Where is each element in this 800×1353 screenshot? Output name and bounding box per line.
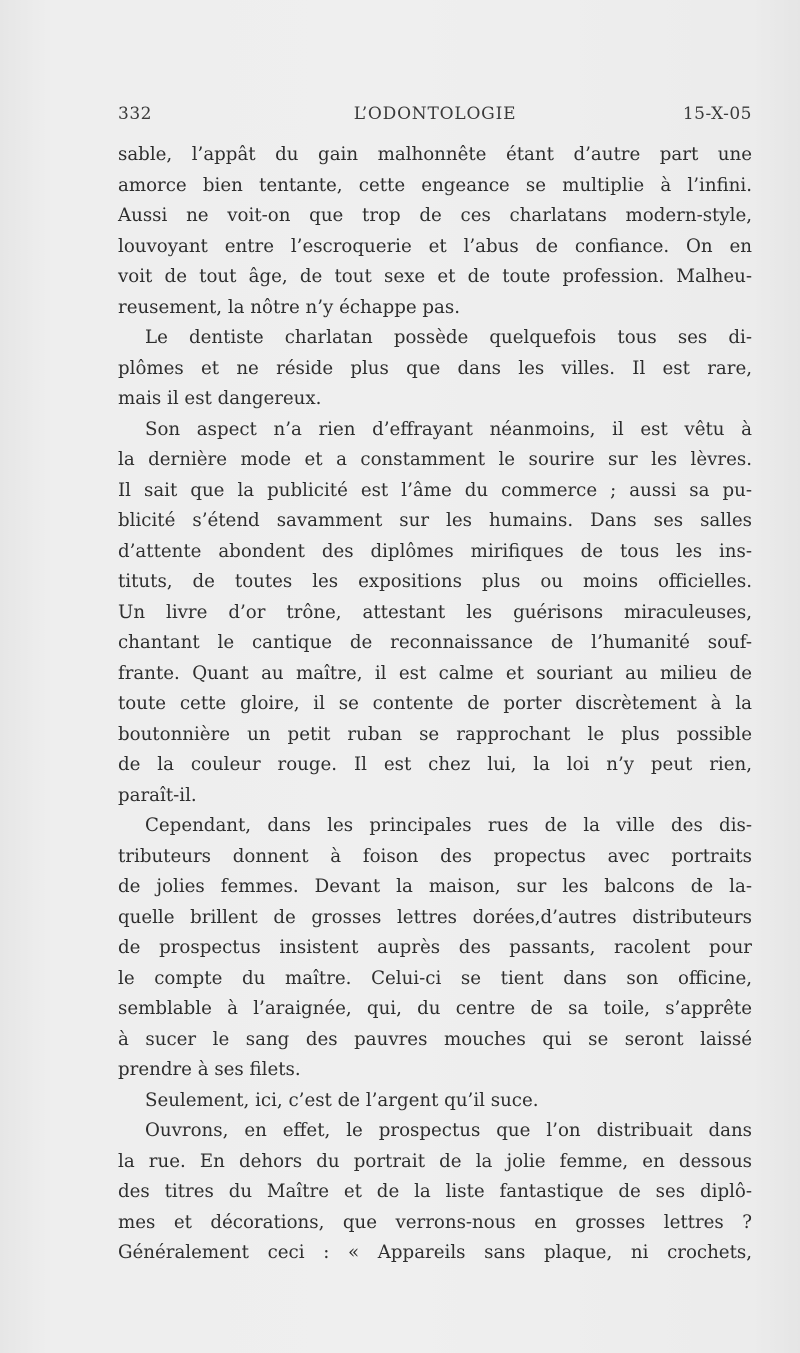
text-line: le compte du maître. Celui-ci se tient dans son officine, [118, 967, 752, 989]
running-header [118, 104, 752, 132]
text-line: Seulement, ici, c’est de l’argent qu’il suce. [145, 1089, 539, 1111]
body-text [118, 140, 752, 1269]
text-line: Généralement ceci : « Appareils sans plaque, ni crochets, [118, 1242, 752, 1263]
text-line: blicité s’étend savamment sur les humains. Dans ses salles [118, 510, 752, 531]
text-line: la rue. En dehors du portrait de la jolie femme, en dessous [118, 1150, 752, 1172]
text-line: sable, l’appât du gain malhonnête étant d’autre part une [118, 144, 752, 165]
text-line: chantant le cantique de reconnaissance de l’humanité souf- [118, 632, 752, 653]
text-line: boutonnière un petit ruban se rapprochant le plus possible [118, 723, 752, 745]
text-line: amorce bien tentante, cette engeance se multiplie à l’infini. [118, 174, 752, 196]
text-line: Un livre d’or trône, attestant les guérisons miraculeuses, [118, 601, 752, 623]
issue-date: 15-X-05 [682, 104, 752, 124]
text-line: Cependant, dans les principales rues de la ville des dis- [145, 815, 752, 836]
text-line: paraît-il. [118, 784, 197, 806]
text-line: mais il est dangereux. [118, 388, 322, 409]
page-number: 332 [118, 104, 152, 124]
text-line: Aussi ne voit-on que trop de ces charlatans modern-style, [118, 205, 752, 226]
text-line: mes et décorations, que verrons-nous en grosses lettres ? [118, 1211, 752, 1233]
running-title: L’ODONTOLOGIE [353, 104, 517, 124]
text-line: Ouvrons, en effet, le prospectus que l’on distribuait dans [145, 1120, 752, 1141]
text-line: tributeurs donnent à foison des propectus avec portraits [118, 845, 752, 867]
text-line: tituts, de toutes les expositions plus ou moins officielles. [118, 571, 752, 592]
text-line: plômes et ne réside plus que dans les villes. Il est rare, [118, 357, 752, 379]
text-line: reusement, la nôtre n’y échappe pas. [118, 296, 461, 318]
text-line: Son aspect n’a rien d’effrayant néanmoins, il est vêtu à [145, 418, 752, 440]
text-line: quelle brillent de grosses lettres dorées,d’autres distributeurs [118, 906, 752, 928]
text-line: louvoyant entre l’escroquerie et l’abus de confiance. On en [118, 235, 752, 257]
text-line: Le dentiste charlatan possède quelquefois tous ses di- [145, 327, 752, 348]
text-line: de jolies femmes. Devant la maison, sur les balcons de la- [118, 876, 752, 897]
text-line: la dernière mode et a constamment le sourire sur les lèvres. [118, 449, 752, 470]
text-line: semblable à l’araignée, qui, du centre de sa toile, s’apprête [118, 998, 752, 1019]
text-line: voit de tout âge, de tout sexe et de toute profession. Malheu- [118, 266, 752, 287]
text-line: de prospectus insistent auprès des passants, racolent pour [118, 937, 752, 958]
text-line: de la couleur rouge. Il est chez lui, la loi n’y peut rien, [118, 754, 752, 775]
text-line: toute cette gloire, il se contente de porter discrètement à la [118, 693, 752, 714]
text-line: prendre à ses filets. [118, 1059, 301, 1080]
text-line: des titres du Maître et de la liste fantastique de ses diplô- [118, 1181, 752, 1202]
text-line: frante. Quant au maître, il est calme et souriant au milieu de [118, 662, 752, 684]
text-line: Il sait que la publicité est l’âme du commerce ; aussi sa pu- [118, 479, 752, 501]
text-line: à sucer le sang des pauvres mouches qui se seront laissé [118, 1028, 752, 1050]
text-line: d’attente abondent des diplômes mirifiques de tous les ins- [118, 540, 752, 562]
